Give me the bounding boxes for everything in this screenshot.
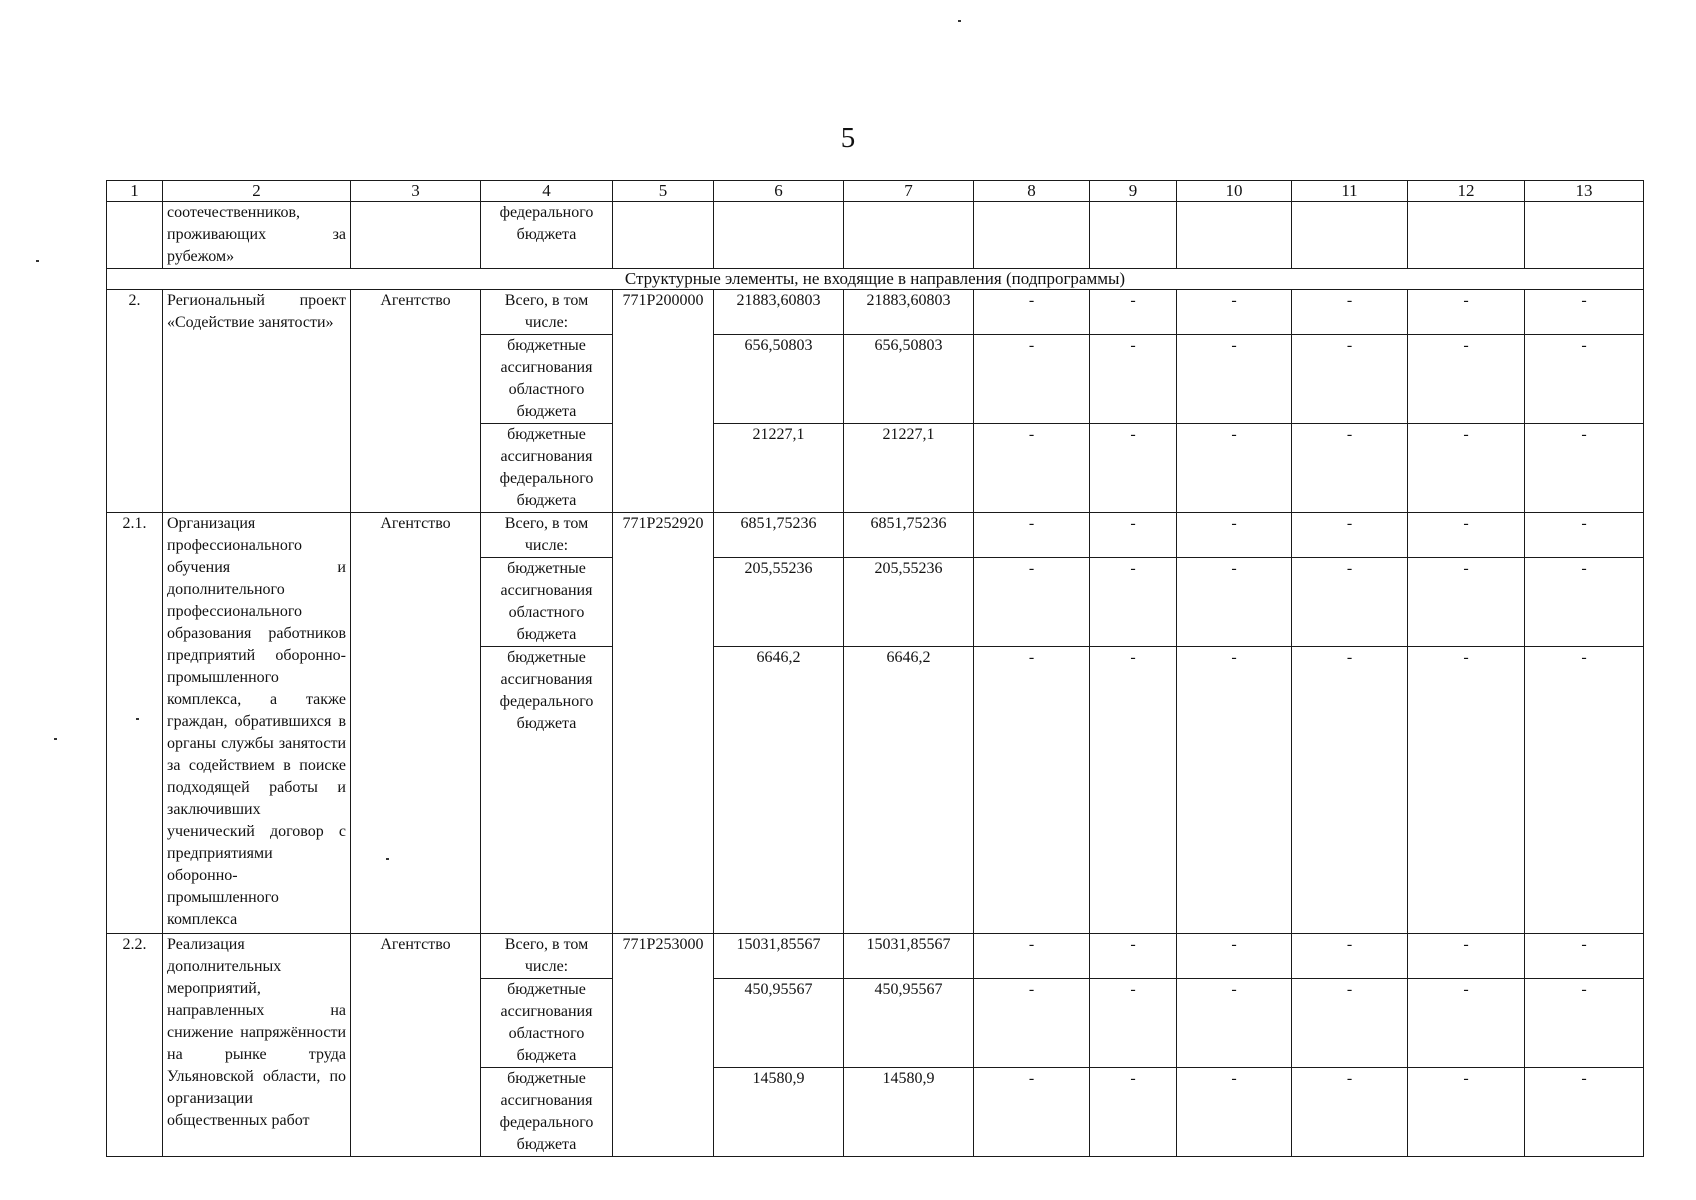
amount-empty: - <box>1090 335 1177 424</box>
funding-source: бюджетные ассигнования областного бюджета <box>481 979 613 1068</box>
amount-empty: - <box>1177 1068 1292 1157</box>
amount-empty: - <box>1177 424 1292 513</box>
amount-total: 21227,1 <box>714 424 844 513</box>
section-title: Структурные элементы, не входящие в направления (подпрограммы) <box>107 269 1644 290</box>
item-number: 2. <box>107 290 163 513</box>
amount-empty: - <box>1177 979 1292 1068</box>
amount-empty: - <box>1292 934 1408 979</box>
amount-empty: - <box>1408 290 1525 335</box>
item-executor: Агентство <box>351 934 481 1157</box>
amount-empty: - <box>974 558 1090 647</box>
item-executor: Агентство <box>351 513 481 934</box>
column-number: 4 <box>481 181 613 202</box>
amount-empty: - <box>1408 424 1525 513</box>
column-number: 10 <box>1177 181 1292 202</box>
amount-year: 21883,60803 <box>844 290 974 335</box>
amount-empty: - <box>1292 647 1408 934</box>
amount-empty: - <box>974 513 1090 558</box>
funding-source: бюджетные ассигнования областного бюджета <box>481 558 613 647</box>
amount-empty: - <box>974 1068 1090 1157</box>
amount-year: 21227,1 <box>844 424 974 513</box>
amount-empty: - <box>974 979 1090 1068</box>
budget-table <box>106 180 1644 1157</box>
amount-empty: - <box>1525 1068 1644 1157</box>
amount-empty: - <box>1090 558 1177 647</box>
column-number: 8 <box>974 181 1090 202</box>
amount-total: 6851,75236 <box>714 513 844 558</box>
amount-empty: - <box>1292 558 1408 647</box>
amount-empty: - <box>1090 424 1177 513</box>
table-row <box>107 934 1644 979</box>
item-name: Региональный проект «Содействие занятости» <box>163 290 351 513</box>
item-executor: Агентство <box>351 290 481 513</box>
column-number: 7 <box>844 181 974 202</box>
amount-empty: - <box>1177 513 1292 558</box>
amount-empty: - <box>1525 335 1644 424</box>
amount-empty: - <box>1525 290 1644 335</box>
amount-empty: - <box>1292 424 1408 513</box>
amount-empty: - <box>1525 979 1644 1068</box>
amount-empty: - <box>1408 934 1525 979</box>
page-number: 5 <box>840 122 856 154</box>
item-number: 2.1. <box>107 513 163 934</box>
budget-code: 771Р252920 <box>613 513 714 934</box>
funding-source: бюджетные ассигнования федерального бюджета <box>481 647 613 934</box>
amount-empty: - <box>1090 934 1177 979</box>
amount-total: 205,55236 <box>714 558 844 647</box>
funding-source: бюджетные ассигнования федерального бюджета <box>481 1068 613 1157</box>
funding-source: бюджетные ассигнования областного бюджета <box>481 335 613 424</box>
amount-year: 6851,75236 <box>844 513 974 558</box>
amount-empty: - <box>974 934 1090 979</box>
column-number: 12 <box>1408 181 1525 202</box>
amount-empty: - <box>1525 934 1644 979</box>
table-row <box>107 513 1644 558</box>
amount-empty: - <box>1090 513 1177 558</box>
section-row <box>107 269 1644 290</box>
column-number-row <box>107 181 1644 202</box>
funding-source: Всего, в том числе: <box>481 290 613 335</box>
amount-empty: - <box>1408 335 1525 424</box>
amount-total: 15031,85567 <box>714 934 844 979</box>
amount-empty: - <box>974 335 1090 424</box>
amount-empty: - <box>1177 934 1292 979</box>
amount-empty: - <box>1177 647 1292 934</box>
amount-year: 14580,9 <box>844 1068 974 1157</box>
amount-total: 6646,2 <box>714 647 844 934</box>
amount-empty: - <box>974 290 1090 335</box>
amount-empty: - <box>1292 1068 1408 1157</box>
amount-empty: - <box>1525 513 1644 558</box>
amount-empty: - <box>1408 979 1525 1068</box>
budget-code: 771Р253000 <box>613 934 714 1157</box>
amount-empty: - <box>1090 647 1177 934</box>
amount-empty: - <box>1408 647 1525 934</box>
funding-source: бюджетные ассигнования федерального бюджета <box>481 424 613 513</box>
amount-year: 6646,2 <box>844 647 974 934</box>
amount-empty: - <box>1292 979 1408 1068</box>
amount-year: 15031,85567 <box>844 934 974 979</box>
continuation-row <box>107 202 1644 269</box>
scan-speck <box>958 20 961 22</box>
column-number: 9 <box>1090 181 1177 202</box>
column-number: 2 <box>163 181 351 202</box>
amount-total: 14580,9 <box>714 1068 844 1157</box>
column-number: 13 <box>1525 181 1644 202</box>
item-name: Реализация дополнительных мероприятий, направленных на снижение напряжённости на рынке труда Ульяновской области, по организации общественных работ <box>163 934 351 1157</box>
column-number: 3 <box>351 181 481 202</box>
amount-empty: - <box>1292 335 1408 424</box>
funding-source: Всего, в том числе: <box>481 513 613 558</box>
column-number: 11 <box>1292 181 1408 202</box>
amount-empty: - <box>1408 513 1525 558</box>
item-number: 2.2. <box>107 934 163 1157</box>
budget-code: 771Р200000 <box>613 290 714 513</box>
amount-empty: - <box>1177 290 1292 335</box>
item-name: Организация профессионального обучения и дополнительного профессионального образования работников предприятий оборонно-промышленного комплекса, а также граждан, обратившихся в органы службы занятости за содействием в поиске подходящей работы и заключивших ученический договор с предприятиями оборонно-промышленного комплекса <box>163 513 351 934</box>
amount-empty: - <box>1525 558 1644 647</box>
amount-empty: - <box>1177 558 1292 647</box>
amount-empty: - <box>1177 335 1292 424</box>
amount-year: 205,55236 <box>844 558 974 647</box>
amount-empty: - <box>974 424 1090 513</box>
amount-empty: - <box>1525 647 1644 934</box>
column-number: 5 <box>613 181 714 202</box>
amount-year: 450,95567 <box>844 979 974 1068</box>
amount-empty: - <box>1408 558 1525 647</box>
amount-total: 450,95567 <box>714 979 844 1068</box>
funding-source: федерального бюджета <box>481 202 613 269</box>
table-row <box>107 290 1644 335</box>
amount-total: 21883,60803 <box>714 290 844 335</box>
funding-source: Всего, в том числе: <box>481 934 613 979</box>
amount-empty: - <box>1090 290 1177 335</box>
amount-empty: - <box>1525 424 1644 513</box>
amount-empty: - <box>1292 513 1408 558</box>
column-number: 1 <box>107 181 163 202</box>
scan-speck <box>54 738 57 740</box>
amount-empty: - <box>974 647 1090 934</box>
amount-year: 656,50803 <box>844 335 974 424</box>
scan-speck <box>36 260 39 262</box>
amount-total: 656,50803 <box>714 335 844 424</box>
amount-empty: - <box>1090 979 1177 1068</box>
column-number: 6 <box>714 181 844 202</box>
amount-empty: - <box>1090 1068 1177 1157</box>
amount-empty: - <box>1408 1068 1525 1157</box>
amount-empty: - <box>1292 290 1408 335</box>
item-name: соотечественников, проживающих за рубежом» <box>163 202 351 269</box>
